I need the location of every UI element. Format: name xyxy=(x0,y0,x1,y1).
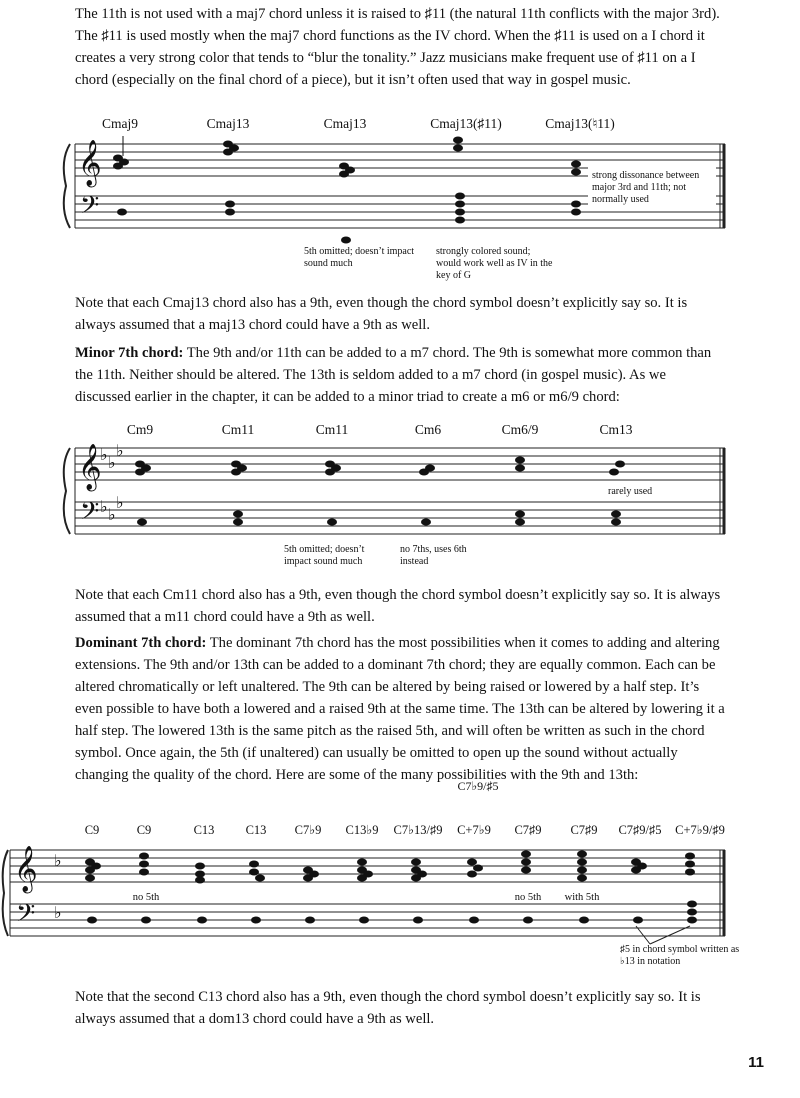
paragraph-minor7 xyxy=(75,342,725,408)
paragraph-dom13-note xyxy=(75,986,725,1030)
svg-text:♭: ♭ xyxy=(54,853,62,870)
brace xyxy=(3,850,8,936)
note-sharp5-as-flat13: ♯5 in chord symbol written as ♭13 in notation xyxy=(620,944,740,967)
chord-symbol: Cmaj13 xyxy=(323,116,367,131)
chord-symbol: Cmaj9 xyxy=(102,116,138,131)
chord-symbol: Cm9 xyxy=(126,422,154,437)
chord-symbol: C9 xyxy=(84,823,100,837)
paragraph-text: Note that each Cmaj13 chord also has a 9th, even though the chord symbol doesn’t explicitly say so. It is always assumed that a maj13 chord could have a 9th as well. xyxy=(75,295,688,333)
svg-text:♭: ♭ xyxy=(108,455,116,472)
music-example-dominant xyxy=(0,776,800,976)
paragraph-maj7-eleventh: The 11th is not used with a maj7 chord unless it is raised to ♯11 (the natural 11th conflicts with the major 3rd). The ♯11 is used mostly when the maj7 chord functions as the IV chord. When the ♯11 is used on a I chord it creates a very strong color that tends to “blur the tonality.” Jazz musicians make frequent use of ♯11 on a I chord (especially on the final chord of a piece), but it isn’t often used that way in gospel music. xyxy=(75,6,720,88)
chord-symbol-stacked: C7♭9/♯5 xyxy=(457,779,499,793)
svg-text:♭: ♭ xyxy=(116,443,124,460)
svg-text:♭: ♭ xyxy=(108,507,116,524)
paragraph-dominant7 xyxy=(75,632,725,786)
music-example-minor xyxy=(0,412,800,572)
chord-symbol: Cm13 xyxy=(599,422,633,437)
svg-text:♭: ♭ xyxy=(54,905,62,922)
chord-mark-no-5th: no 5th xyxy=(514,892,542,903)
music-example-major xyxy=(0,100,800,290)
chord-symbol: C7♯9 xyxy=(514,823,542,837)
brace xyxy=(64,144,70,228)
chord-symbol: C13 xyxy=(193,823,215,837)
chord-symbol: Cmaj13(♯11) xyxy=(430,116,502,131)
chord-symbol: C9 xyxy=(136,823,152,837)
treble-clef-icon: 𝄞 xyxy=(14,846,38,891)
section-heading-dominant7: Dominant 7th chord: xyxy=(75,635,207,651)
noteheads xyxy=(135,457,625,526)
note-rarely-used: rarely used xyxy=(608,486,698,498)
paragraph-text: Note that each Cm11 chord also has a 9th, even though the chord symbol doesn’t explicitly say so. It is always assumed that a m11 chord could have a 9th as well. xyxy=(75,587,721,625)
svg-text:♭: ♭ xyxy=(100,447,108,464)
chord-symbol: C7♯9/♯5 xyxy=(618,823,662,837)
note-no-7ths: no 7ths, uses 6th instead xyxy=(400,544,467,567)
svg-text:♭: ♭ xyxy=(100,499,108,516)
paragraph-text: The dominant 7th chord has the most possibilities when it comes to adding and altering extensions. The 9th and/or 13th can be added to a dominant 7th chord; they are equally common. Each can be altered chromatically or left unaltered. The 9th can be altered by being raised or lowered by a half step. It’s even possible to have both a lowered and a raised 9th at the same time. The 13th can be altered by lowering it a half step. The lowered 13th is the same pitch as the raised 5th, and will often be written as such in the chord symbol. Once again, the 5th (if unaltered) can usually be omitted to open up the sound without actually changing the quality of the chord. Here are some of the many possibilities with the 9th and 13th: xyxy=(75,635,725,783)
chord-symbol: C13♭9 xyxy=(345,823,379,837)
chord-symbol: C+7♭9/♯9 xyxy=(675,823,725,837)
paragraph-maj13-note xyxy=(75,292,725,336)
chord-symbol: Cmaj13 xyxy=(206,116,250,131)
chord-symbol: C13 xyxy=(245,823,267,837)
note-5th-omitted: 5th omitted; doesn’t impact sound much xyxy=(284,544,365,567)
bass-clef-icon: 𝄢 xyxy=(80,192,100,225)
chord-symbol: Cm6/9 xyxy=(501,422,539,437)
treble-clef-icon: 𝄞 xyxy=(78,140,102,185)
note-strong-dissonance: strong dissonance between major 3rd and 11th; not normally used xyxy=(592,170,700,205)
chord-symbol: Cm11 xyxy=(315,422,349,437)
grand-staff xyxy=(10,850,725,936)
chord-symbol: Cmaj13(♮11) xyxy=(545,116,615,131)
noteheads xyxy=(85,851,697,924)
brace xyxy=(64,448,70,534)
key-signature xyxy=(54,853,62,922)
chord-mark-no-5th: no 5th xyxy=(132,892,160,903)
chord-symbol: Cm11 xyxy=(221,422,255,437)
section-heading-minor7: Minor 7th chord: xyxy=(75,345,184,361)
bass-clef-icon: 𝄢 xyxy=(80,498,100,531)
key-signature xyxy=(100,443,124,524)
note-5th-omitted: 5th omitted; doesn’t impact sound much xyxy=(304,246,415,269)
paragraph-text: Note that the second C13 chord also has a 9th, even though the chord symbol doesn’t explicitly say so. It is always assumed that a dom13 chord could have a 9th as well. xyxy=(75,989,701,1027)
chord-symbol: C7♭13/♯9 xyxy=(393,823,443,837)
page-number: 11 xyxy=(748,1054,764,1071)
treble-clef-icon: 𝄞 xyxy=(78,444,102,489)
chord-symbol: C7♭9 xyxy=(294,823,322,837)
paragraph-m11-note xyxy=(75,584,725,628)
annotation-pointer xyxy=(636,926,690,944)
chord-symbol: Cm6 xyxy=(414,422,442,437)
bass-clef-icon: 𝄢 xyxy=(16,900,36,933)
note-strongly-colored: strongly colored sound; would work well as IV in the key of G xyxy=(436,246,553,281)
paragraph-text: The 9th and/or 11th can be added to a m7 chord. The 9th is somewhat more common than the 11th. Neither should be altered. The 13th is seldom added to a m7 chord (in gospel music). As we discussed earlier in the chapter, it can be added to a minor triad to create a m6 or m6/9 chord: xyxy=(75,345,712,405)
svg-text:♭: ♭ xyxy=(116,495,124,512)
chord-symbol: C+7♭9 xyxy=(457,823,491,837)
chord-mark-with-5th: with 5th xyxy=(564,892,600,903)
chord-symbol: C7♯9 xyxy=(570,823,598,837)
